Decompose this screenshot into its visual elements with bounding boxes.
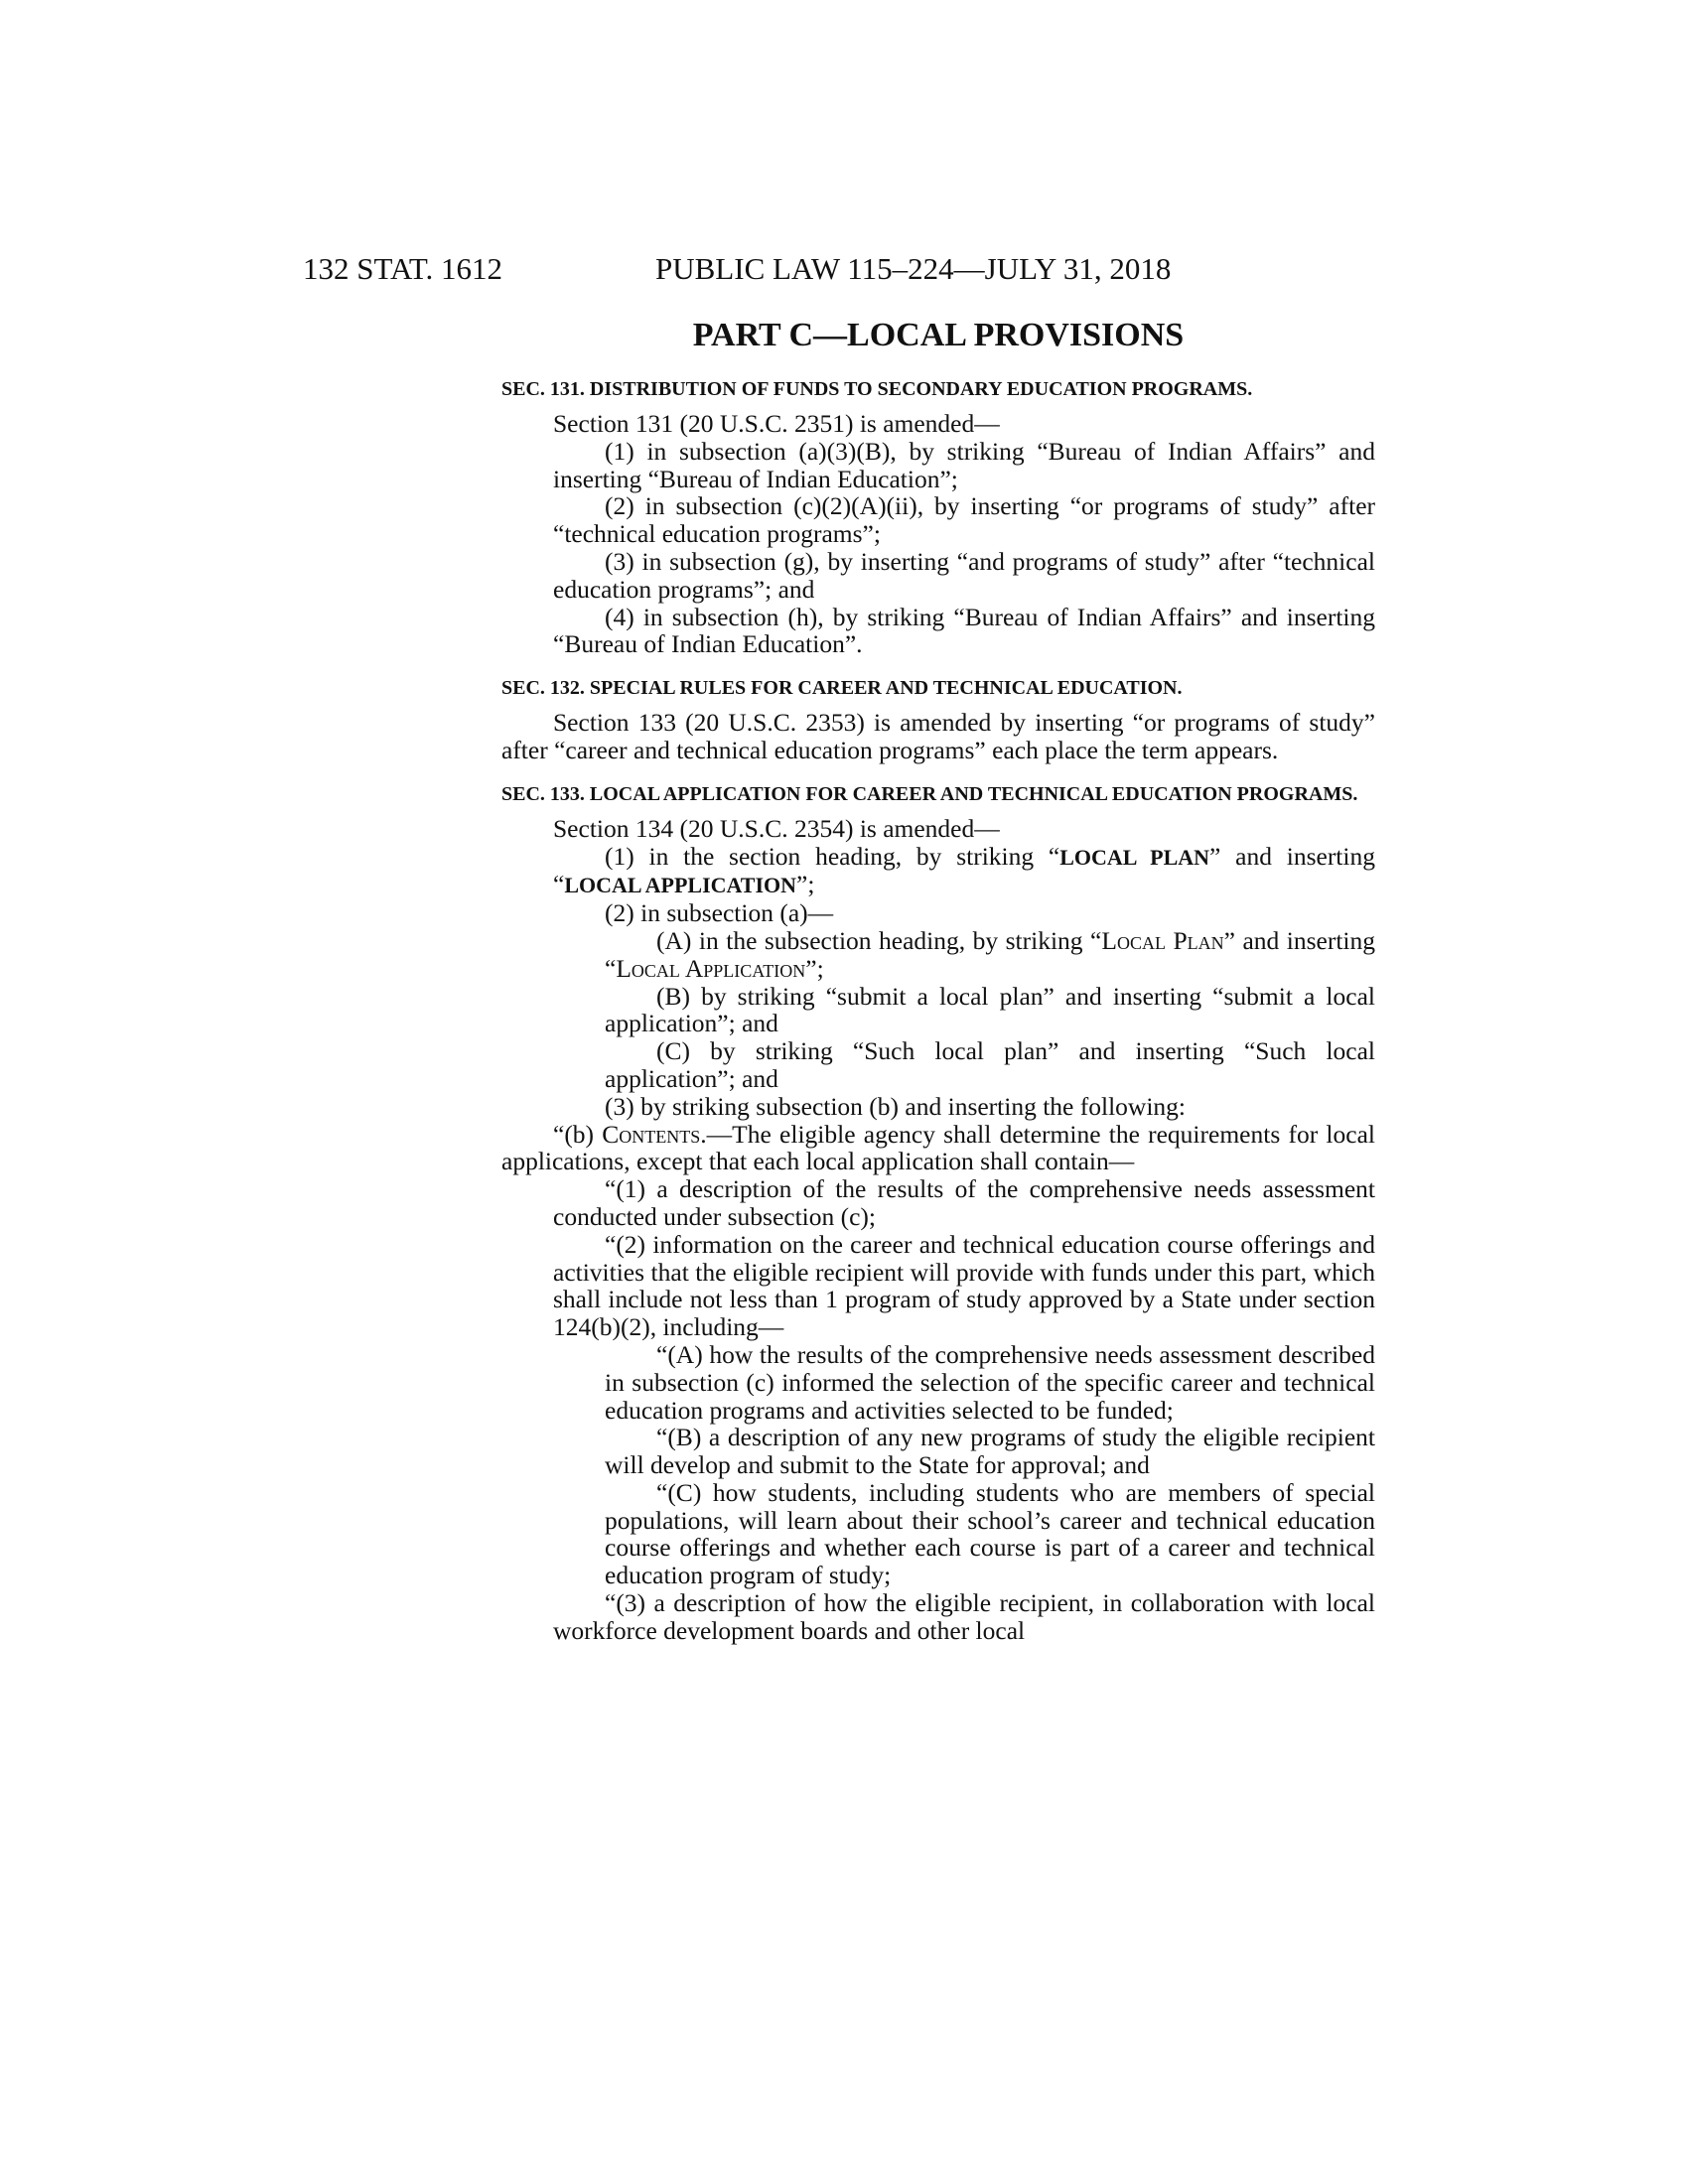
quoted-paragraph-2b: “(B) a description of any new programs of study the eligible recipient will develop and submit to the State for approval; and (605, 1423, 1375, 1480)
public-law-header: PUBLIC LAW 115–224—JULY 31, 2018 (655, 251, 1172, 286)
quoted-subsection-b (501, 1121, 1375, 1176)
sec-133-item-2c: (C) by striking “Such local plan” and inserting “Such local application”; and (605, 1036, 1375, 1093)
inserted-heading: LOCAL APPLICATION (564, 873, 797, 898)
sec-131-item-4: (4) in subsection (h), by striking “Bureau of Indian Affairs” and inserting “Bureau of Indian Education”. (553, 602, 1375, 659)
struck-subheading: Local Plan (1101, 925, 1224, 955)
part-title: PART C—LOCAL PROVISIONS (692, 317, 1185, 353)
text-run: ”; (805, 953, 824, 983)
sec-131-item-2: (2) in subsection (c)(2)(A)(ii), by inserting “or programs of study” after “technical education programs”; (553, 491, 1375, 549)
text-run: “(b) (553, 1119, 603, 1149)
document-body (501, 316, 1375, 1645)
sec-133-item-2: (2) in subsection (a)— (605, 898, 834, 928)
sec-133-item-3: (3) by striking subsection (b) and inserting the following: (605, 1091, 1186, 1121)
sec-133-item-2b: (B) by striking “submit a local plan” and inserting “submit a local application”; and (605, 981, 1375, 1038)
stat-reference: 132 STAT. 1612 (303, 251, 503, 286)
sec-132-text: Section 133 (20 U.S.C. 2353) is amended by inserting “or programs of study” after “career and technical education programs” each place the term appears. (501, 708, 1375, 764)
struck-heading: LOCAL PLAN (1059, 844, 1210, 870)
quoted-paragraph-1: “(1) a description of the results of the comprehensive needs assessment conducted under subsection (c); (553, 1174, 1375, 1231)
text-run: ” and inserting “ (605, 925, 1375, 983)
text-run: (1) in the section heading, by striking “ (605, 841, 1060, 871)
sec-131-heading: SEC. 131. DISTRIBUTION OF FUNDS TO SECONDARY EDUCATION PROGRAMS. (501, 378, 1253, 400)
sec-133-item-2a (501, 927, 1375, 983)
sec-133-intro: Section 134 (20 U.S.C. 2354) is amended— (553, 813, 1000, 843)
sec-132-heading: SEC. 132. SPECIAL RULES FOR CAREER AND TECHNICAL EDUCATION. (501, 677, 1183, 700)
quoted-paragraph-3: “(3) a description of how the eligible recipient, in collaboration with local workforce development boards and other local (553, 1588, 1375, 1645)
text-run: .—The eligible agency shall determine the requirements for local applications, except that each local application shall contain— (501, 1119, 1375, 1176)
sec-133-item-1 (501, 843, 1375, 900)
text-run: ”; (796, 870, 815, 899)
quoted-paragraph-2: “(2) information on the career and technical education course offerings and activities that the eligible recipient will provide with funds under this part, which shall include not less than 1 program of study approved by a State under section 124(b)(2), including— (553, 1229, 1375, 1342)
sec-131-item-1: (1) in subsection (a)(3)(B), by striking “Bureau of Indian Affairs” and inserting “Bureau of Indian Education”; (553, 436, 1375, 493)
sec-131-item-3: (3) in subsection (g), by inserting “and programs of study” after “technical education programs”; and (553, 546, 1375, 604)
contents-heading: Contents (602, 1119, 701, 1149)
sec-133-heading: SEC. 133. LOCAL APPLICATION FOR CAREER AND TECHNICAL EDUCATION PROGRAMS. (501, 782, 1358, 805)
quoted-paragraph-2c: “(C) how students, including students who are members of special populations, will learn about their school’s career and technical education course offerings and whether each course is part of a career and technical education program of study; (605, 1477, 1375, 1590)
quoted-paragraph-2a: “(A) how the results of the comprehensive needs assessment described in subsection (c) informed the selection of the specific career and technical education programs and activities selected to be funded; (605, 1339, 1375, 1425)
inserted-subheading: Local Application (616, 953, 806, 983)
sec-131-intro: Section 131 (20 U.S.C. 2351) is amended— (553, 409, 1000, 438)
text-run: (A) in the subsection heading, by striking “ (656, 925, 1102, 955)
text-run: ” and inserting “ (553, 841, 1375, 899)
